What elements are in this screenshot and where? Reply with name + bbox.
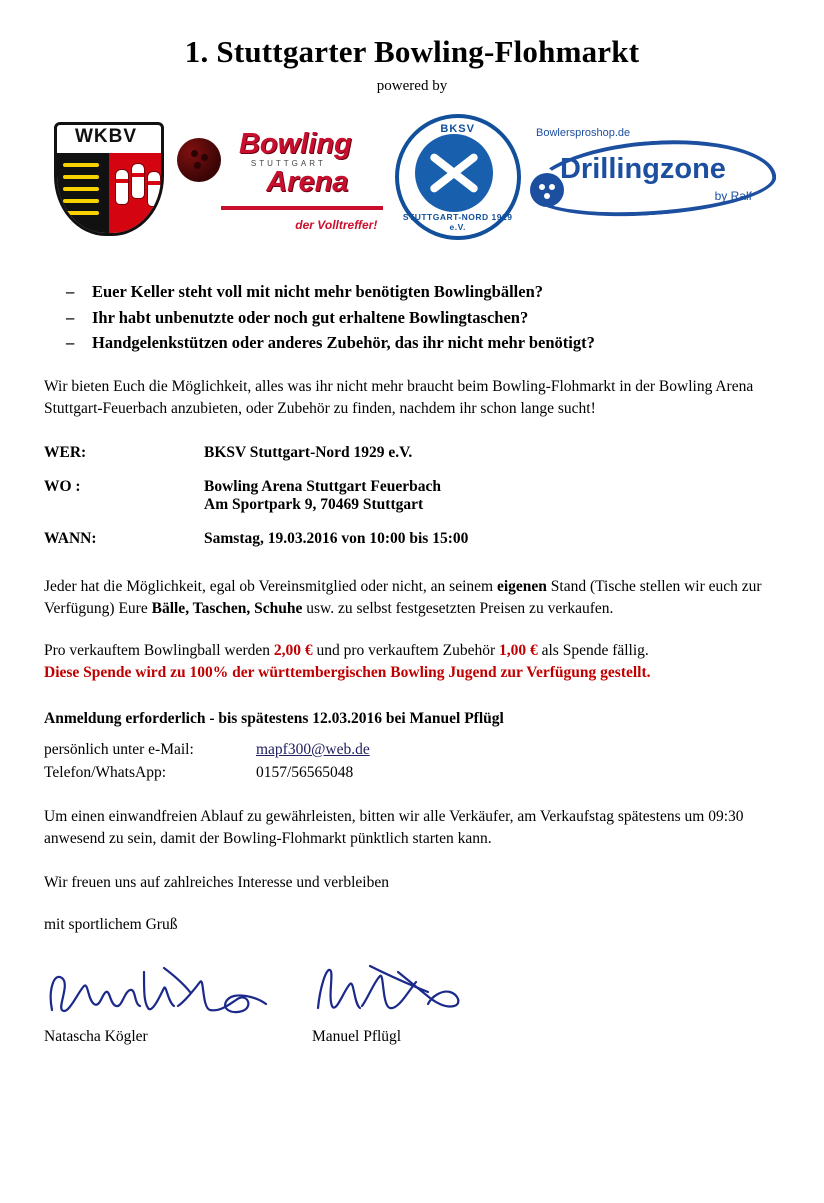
- drillingzone-name: Drillingzone: [559, 153, 726, 185]
- contact-email-label: persönlich unter e-Mail:: [44, 740, 194, 758]
- powered-by-text: powered by: [376, 78, 448, 94]
- regards-paragraph: mit sportlichem Gruß: [44, 916, 178, 934]
- arena-word-bowling: Bowling: [238, 128, 352, 160]
- bullet-text: Ihr habt unbenutzte oder noch gut erhaltene Bowlingtaschen?: [92, 307, 529, 327]
- intro-paragraph: Wir bieten Euch die Möglichkeit, alles was ihr nicht mehr braucht beim Bowling-Flohmarkt in der Bowling Arena Stuttgart-Feuerbach anzubieten, oder Zubehör zu finden, nachdem ihr schon lange sucht!: [44, 377, 754, 417]
- info-value-line1: BKSV Stuttgart-Nord 1929 e.V.: [204, 443, 413, 461]
- info-value-line1: Samstag, 19.03.2016 von 10:00 bis 15:00: [204, 529, 469, 547]
- signature-natascha: [44, 962, 304, 1046]
- conditions-text-c: Stand (Tische stellen wir euch zur Verfügung) Eure: [44, 577, 762, 617]
- signature-manuel: [312, 962, 572, 1046]
- question-bullet-list: [58, 279, 780, 356]
- contact-block: [44, 738, 780, 785]
- info-key: WANN:: [44, 529, 97, 547]
- contact-phone-row: [44, 761, 780, 784]
- registration-notice: [44, 708, 780, 730]
- arena-slogan: der Volltreffer!: [295, 218, 378, 232]
- conditions-text-a: Jeder hat die Möglichkeit, egal ob Vereinsmitglied oder nicht, an seinem: [44, 577, 497, 595]
- bullet-dash-icon: –: [66, 333, 75, 353]
- conditions-bold-eigenen: eigenen: [496, 577, 547, 595]
- contact-phone-value: 0157/56565048: [256, 763, 354, 781]
- drillingzone-logo-icon: [530, 127, 770, 227]
- table-row: [44, 478, 780, 514]
- donation-text-c: als Spende fällig.: [537, 641, 649, 659]
- donation-paragraph: [44, 640, 780, 684]
- bullet-dash-icon: –: [66, 307, 75, 327]
- bullet-text: Handgelenkstützen oder anderes Zubehör, das ihr nicht mehr benötigt?: [92, 333, 595, 353]
- document-page: [0, 34, 824, 1203]
- bksv-top-text: BKSV: [440, 123, 475, 135]
- wkbv-logo-icon: [46, 118, 166, 236]
- page-title: 1. Stuttgarter Bowling-Flohmarkt: [184, 34, 640, 69]
- bksv-bottom-text: STUTTGART-NORD 1929 e.V.: [402, 212, 513, 232]
- wkbv-letters: WKBV: [74, 126, 138, 147]
- donation-price-ball: 2,00 €: [273, 641, 313, 659]
- info-key: WER:: [44, 443, 87, 461]
- arena-subtitle: STUTTGART: [250, 159, 326, 168]
- event-info-table: [44, 444, 780, 548]
- bullet-text: Euer Keller steht voll mit nicht mehr benötigten Bowlingbällen?: [92, 282, 543, 301]
- logo-row: [44, 117, 780, 237]
- contact-email-row: [44, 738, 780, 761]
- arena-word-arena: Arena: [266, 166, 349, 198]
- conditions-bold-items: Bälle, Taschen, Schuhe: [151, 599, 303, 617]
- info-value: [204, 530, 468, 548]
- list-item: [58, 330, 780, 356]
- info-value-line2: Am Sportpark 9, 70469 Stuttgart: [204, 495, 424, 513]
- donation-text-b: und pro verkauftem Zubehör: [312, 641, 499, 659]
- contact-email-link[interactable]: mapf300@web.de: [256, 740, 370, 758]
- signature-name: Natascha Kögler: [44, 1028, 148, 1046]
- donation-text-a: Pro verkauftem Bowlingball werden: [44, 641, 274, 659]
- table-row: [44, 530, 780, 548]
- signature-scribble-icon: [44, 962, 304, 1024]
- signature-block: [44, 962, 780, 1072]
- bowling-arena-logo-icon: [175, 122, 385, 232]
- contact-phone-label: Telefon/WhatsApp:: [44, 763, 167, 781]
- donation-highlight-line: Diese Spende wird zu 100% der württembergischen Bowling Jugend zur Verfügung gestellt.: [44, 663, 651, 681]
- bksv-logo-icon: [395, 114, 521, 240]
- arrival-paragraph: Um einen einwandfreien Ablauf zu gewährleisten, bitten wir alle Verkäufer, am Verkaufstag spätestens um 09:30 anwesend zu sein, damit der Bowling-Flohmarkt pünktlich starten kann.: [44, 808, 744, 848]
- info-value: [204, 444, 412, 462]
- list-item: [58, 279, 780, 305]
- table-row: [44, 444, 780, 462]
- registration-text: Anmeldung erforderlich - bis spätestens 12.03.2016 bei Manuel Pflügl: [44, 709, 504, 727]
- closing-paragraph: Wir freuen uns auf zahlreiches Interesse und verbleiben: [44, 874, 389, 892]
- signature-name: Manuel Pflügl: [312, 1028, 402, 1046]
- list-item: [58, 305, 780, 331]
- drillingzone-by-ralf: by Ralf: [714, 189, 752, 203]
- info-value-line1: Bowling Arena Stuttgart Feuerbach: [204, 477, 441, 495]
- bullet-dash-icon: –: [66, 282, 75, 301]
- donation-price-accessory: 1,00 €: [498, 641, 538, 659]
- info-key: WO :: [44, 477, 81, 495]
- info-value: [204, 478, 441, 514]
- conditions-paragraph: [44, 576, 780, 620]
- signature-scribble-icon: [312, 962, 572, 1024]
- conditions-text-e: usw. zu selbst festgesetzten Preisen zu verkaufen.: [302, 599, 614, 617]
- drillingzone-shop-text: Bowlersproshop.de: [535, 127, 631, 139]
